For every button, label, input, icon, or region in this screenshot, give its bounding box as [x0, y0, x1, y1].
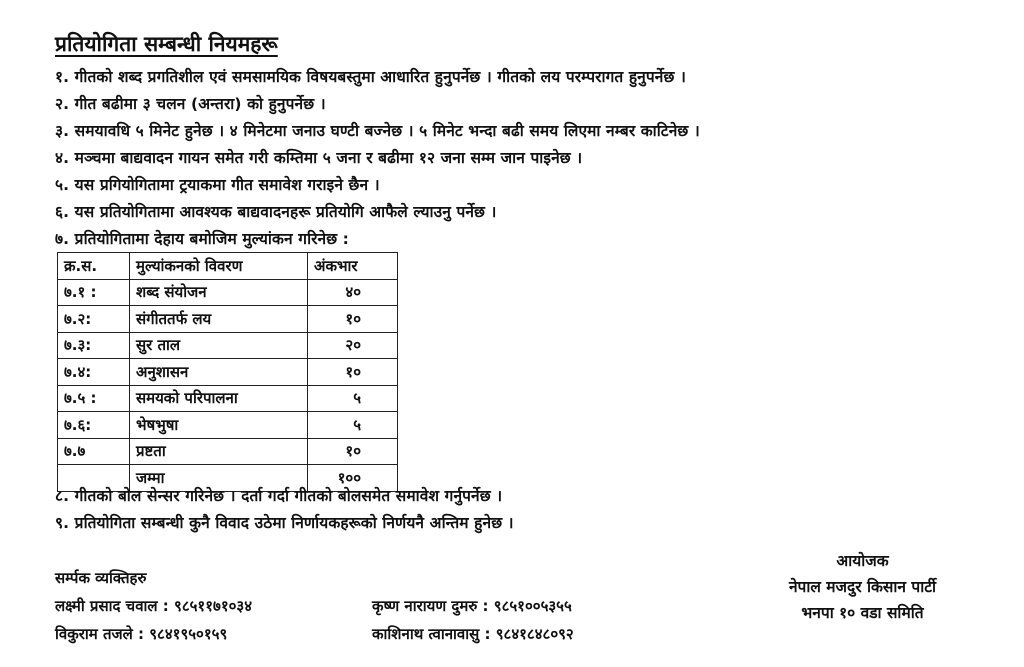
- cell-marks: २०: [308, 332, 398, 359]
- cell-description: शब्द संयोजन: [130, 279, 308, 306]
- rule-number: ६.: [55, 203, 70, 221]
- cell-serial: ७.४:: [58, 359, 130, 386]
- contacts-heading: सर्म्पक व्यक्तिहरु: [55, 569, 147, 587]
- cell-total-marks: १००: [308, 465, 398, 492]
- rules-list-continued: [55, 483, 1015, 537]
- organizer-unit: भनपा १० वडा समिति: [801, 604, 924, 622]
- rule-number: ९.: [55, 514, 70, 532]
- rule-item: [55, 118, 1015, 145]
- rule-text: समयावधि ५ मिनेट हुनेछ । ४ मिनेटमा जनाउ घण्टी बज्नेछ । ५ मिनेट भन्दा बढी समय लिएमा नम्बर काटिनेछ ।: [74, 122, 700, 140]
- organizer-label: आयोजक: [836, 552, 889, 570]
- rule-item: [55, 145, 1015, 172]
- rule-number: ७.: [55, 230, 70, 248]
- contact-person: विकुराम तजले : ९८४१९५०१५९: [55, 625, 228, 643]
- cell-marks: १०: [308, 306, 398, 333]
- header-description: मुल्यांकनको विवरण: [130, 253, 308, 280]
- cell-marks: १०: [308, 438, 398, 465]
- rule-item: [55, 199, 1015, 226]
- cell-serial: ७.६:: [58, 412, 130, 439]
- rule-text: गीतको शब्द प्रगतिशील एवं समसामयिक विषयबस्तुमा आधारित हुनुपर्नेछ । गीतको लय परम्परागत हुनुपर्नेछ ।: [74, 68, 686, 86]
- cell-description: सुर ताल: [130, 332, 308, 359]
- cell-total-label: जम्मा: [130, 465, 308, 492]
- rule-item: [55, 510, 1015, 537]
- table-row: [58, 438, 398, 465]
- document-title: प्रतियोगिता सम्बन्धी नियमहरू: [55, 32, 278, 56]
- rule-number: ५.: [55, 176, 70, 194]
- rule-number: ४.: [55, 149, 70, 167]
- cell-description: संगीततर्फ लय: [130, 306, 308, 333]
- table-row: [58, 412, 398, 439]
- rule-item: [55, 64, 1015, 91]
- cell-serial: ७.१ :: [58, 279, 130, 306]
- contact-person: लक्ष्मी प्रसाद चवाल : ९८५११७१०३४: [55, 597, 253, 615]
- table-row: [58, 279, 398, 306]
- cell-description: भेषभुषा: [130, 412, 308, 439]
- rule-item: [55, 172, 1015, 199]
- rule-item: [55, 91, 1015, 118]
- rule-text: गीतको बोल सेन्सर गरिनेछ । दर्ता गर्दा गीतको बोलसमेत समावेश गर्नुपर्नेछ ।: [74, 487, 503, 505]
- cell-description: समयको परिपालना: [130, 385, 308, 412]
- rule-text: प्रतियोगिता सम्बन्धी कुनै विवाद उठेमा निर्णायकहरूको निर्णयनै अन्तिम हुनेछ ।: [74, 514, 514, 532]
- rule-text: मञ्चमा बाद्यवादन गायन समेत गरी कम्तिमा ५ जना र बढीमा १२ जना सम्म जान पाइनेछ ।: [74, 149, 583, 167]
- header-serial: क्र.स.: [58, 253, 130, 280]
- rules-list: [55, 64, 1015, 253]
- cell-marks: ५: [308, 412, 398, 439]
- cell-description: प्रष्टता: [130, 438, 308, 465]
- cell-description: अनुशासन: [130, 359, 308, 386]
- rule-item: [55, 226, 1015, 253]
- cell-serial: ७.२:: [58, 306, 130, 333]
- rule-number: २.: [55, 95, 70, 113]
- cell-marks: ४०: [308, 279, 398, 306]
- contact-person: कृष्ण नारायण दुमरु : ९८५१००५३५५: [372, 597, 572, 615]
- cell-marks: १०: [308, 359, 398, 386]
- rule-text: गीत बढीमा ३ चलन (अन्तरा) को हुनुपर्नेछ ।: [74, 95, 326, 113]
- cell-serial: ७.७: [58, 438, 130, 465]
- evaluation-table: [57, 252, 398, 492]
- table-row: [58, 306, 398, 333]
- contact-person: काशिनाथ त्वानावासु : ९८४१८४८०९२: [372, 625, 574, 643]
- table-row: [58, 332, 398, 359]
- organizer-name: नेपाल मजदुर किसान पार्टी: [788, 578, 937, 596]
- rule-number: ३.: [55, 122, 70, 140]
- rule-number: १.: [55, 68, 70, 86]
- cell-serial: ७.३:: [58, 332, 130, 359]
- table-header-row: [58, 253, 398, 280]
- rule-text: प्रतियोगितामा देहाय बमोजिम मुल्यांकन गरिनेछ :: [74, 230, 349, 248]
- header-marks: अंकभार: [308, 253, 398, 280]
- table-row: [58, 359, 398, 386]
- organizer-block: [760, 548, 965, 626]
- cell-serial: ७.५ :: [58, 385, 130, 412]
- rule-number: ८.: [55, 487, 70, 505]
- cell-marks: ५: [308, 385, 398, 412]
- table-row: [58, 385, 398, 412]
- rule-item: [55, 483, 1015, 510]
- rule-text: यस प्रतियोगितामा आवश्यक बाद्यवादनहरू प्रतियोगि आफैले ल्याउनु पर्नेछ ।: [74, 203, 497, 221]
- rule-text: यस प्रगियोगितामा ट्रयाकमा गीत समावेश गराइने छैन ।: [74, 176, 380, 194]
